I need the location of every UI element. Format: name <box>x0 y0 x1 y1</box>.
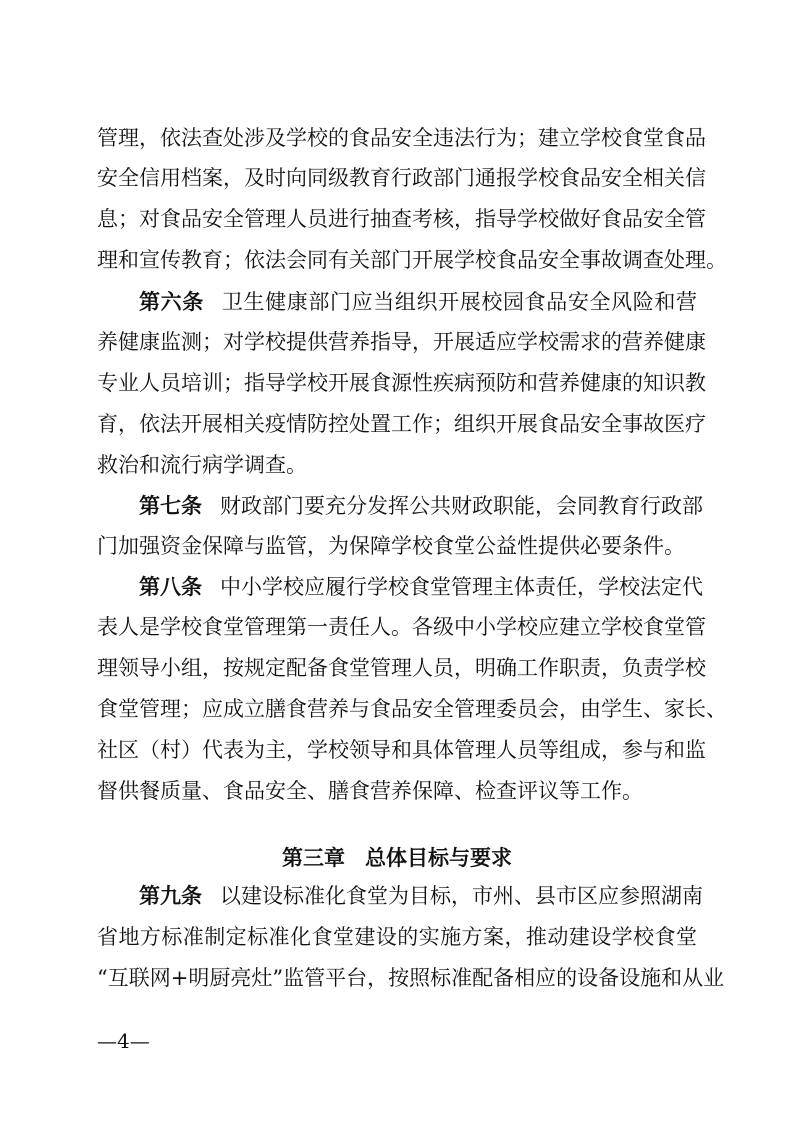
article-7-first-line <box>139 486 703 526</box>
paragraph-line: 理领导小组，按规定配备食堂管理人员，明确工作职责，负责学校 <box>97 656 706 680</box>
article-9-text: 以建设标准化食堂为目标，市州、县市区应参照湖南 <box>220 884 703 908</box>
paragraph-line: 养健康监测；对学校提供营养指导，开展适应学校需求的营养健康 <box>97 330 706 354</box>
chapter-number: 第三章 <box>282 846 345 870</box>
paragraph-line: 专业人员培训；指导学校开展食源性疾病预防和营养健康的知识教 <box>97 371 706 395</box>
article-7-text: 财政部门要充分发挥公共财政职能，会同教育行政部 <box>220 494 703 518</box>
paragraph-line: 门加强资金保障与监管，为保障学校食堂公益性提供必要条件。 <box>97 534 685 558</box>
paragraph-line: 理和宣传教育；依法会同有关部门开展学校食品安全事故调查处理。 <box>97 248 727 272</box>
chapter-heading <box>0 838 794 878</box>
article-9-first-line <box>139 876 703 916</box>
chapter-title: 总体目标与要求 <box>365 846 512 870</box>
article-6-text: 卫生健康部门应当组织开展校园食品安全风险和营 <box>221 290 697 314</box>
paragraph-line: 息；对食品安全管理人员进行抽查考核，指导学校做好食品安全管 <box>97 207 706 231</box>
paragraph-line: 管理，依法查处涉及学校的食品安全违法行为；建立学校食堂食品 <box>97 126 706 150</box>
paragraph-line: 育，依法开展相关疫情防控处置工作；组织开展食品安全事故医疗 <box>97 412 706 436</box>
paragraph-line: 救治和流行病学调查。 <box>97 453 307 477</box>
article-6-first-line <box>139 282 697 322</box>
article-7-label: 第七条 <box>139 494 202 518</box>
paragraph-line: 安全信用档案，及时向同级教育行政部门通报学校食品安全相关信 <box>97 166 706 190</box>
paragraph-line: 省地方标准制定标准化食堂建设的实施方案，推动建设学校食堂 <box>97 925 697 949</box>
paragraph-line: 表人是学校食堂管理第一责任人。各级中小学校应建立学校食堂管 <box>97 615 706 639</box>
page-number: —4— <box>97 1029 150 1053</box>
paragraph-line: 督供餐质量、食品安全、膳食营养保障、检查评议等工作。 <box>97 779 643 803</box>
paragraph-line: “互联网+明厨亮灶”监管平台，按照标准配备相应的设备设施和从业 <box>97 966 725 990</box>
paragraph-line: 社区（村）代表为主，学校领导和具体管理人员等组成，参与和监 <box>97 738 706 762</box>
article-9-label: 第九条 <box>139 884 202 908</box>
article-6-label: 第六条 <box>139 290 204 314</box>
article-8-text: 中小学校应履行学校食堂管理主体责任，学校法定代 <box>220 575 703 599</box>
article-8-label: 第八条 <box>139 575 202 599</box>
paragraph-line: 食堂管理；应成立膳食营养与食品安全管理委员会，由学生、家长、 <box>97 697 727 721</box>
article-8-first-line <box>139 567 703 607</box>
